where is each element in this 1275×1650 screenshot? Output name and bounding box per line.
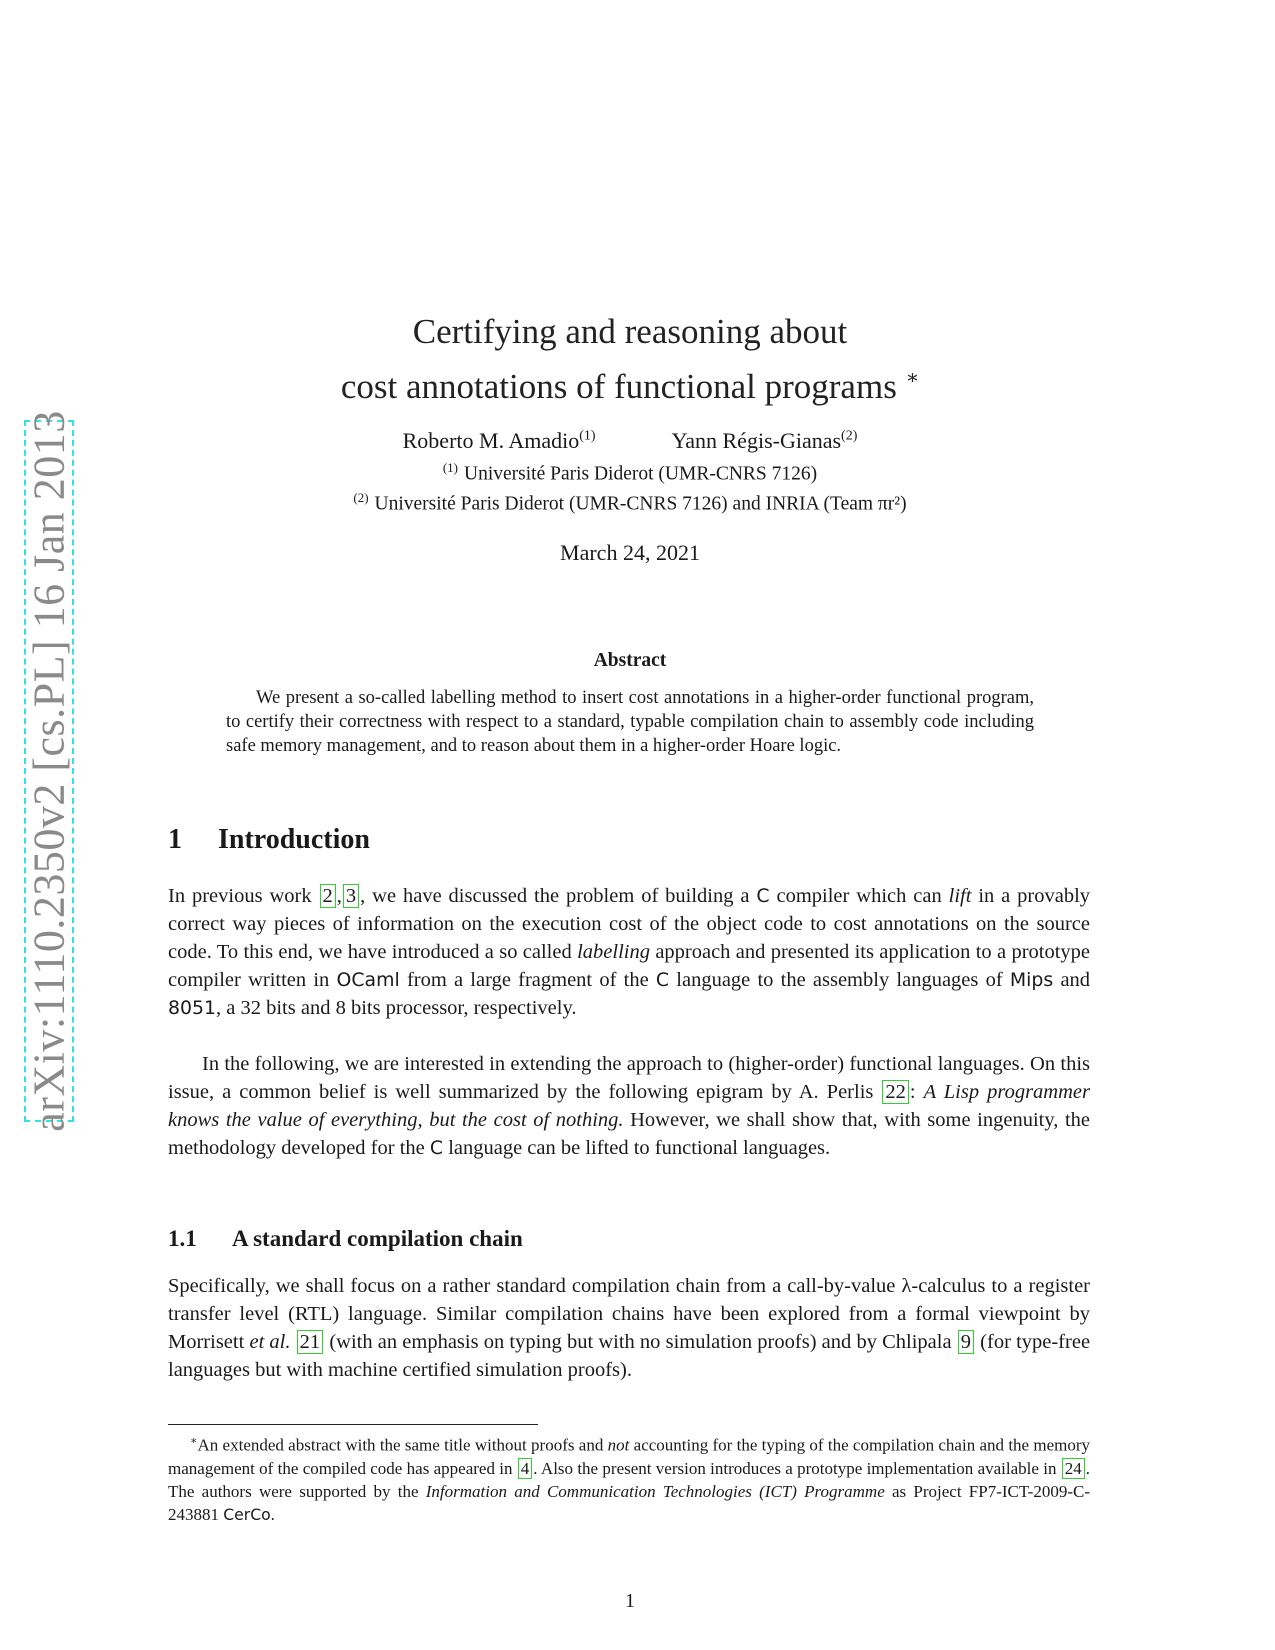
text-run: . Also the present version introduces a prototype implementation available in [533, 1458, 1057, 1478]
section-title: Introduction [218, 824, 370, 855]
title-footnote-mark[interactable]: ∗ [905, 367, 920, 389]
compilation-chain-paragraph [168, 1272, 1090, 1384]
author-amadio [403, 428, 596, 454]
author-name: Roberto M. Amadio [402, 428, 580, 453]
footnote [168, 1430, 1090, 1526]
language-name-c: C [756, 885, 770, 907]
subsection-heading-compilation-chain [168, 1226, 523, 1252]
citation-22[interactable]: 22 [882, 1080, 909, 1104]
language-name-c: C [655, 969, 670, 991]
emphasis-lift: lift [948, 885, 972, 907]
perlis-quote: A Lisp programmer knows the value of everything, but the cost of nothing. [168, 1081, 1090, 1131]
language-name-8051: 8051 [168, 997, 216, 1019]
author-affil-mark: (1) [579, 428, 596, 444]
affiliation-2 [170, 490, 1090, 516]
section-number: 1 [168, 824, 182, 855]
title-line-2-text: cost annotations of functional programs [340, 367, 897, 406]
text-run: in a provably correct way pieces of information on the execution cost of the object code to cost annotations on the source code. To this end, we have introduced a so called [168, 885, 1091, 963]
text-run: In the following, we are interested in extending the approach to (higher-order) functional languages. On this issue, a common belief is well summarized by the following epigram by A. Perlis [168, 1053, 1090, 1103]
text-run: In previous work [168, 885, 312, 907]
affiliation-text: Université Paris Diderot (UMR-CNRS 7126) [464, 463, 818, 485]
title-line-1: Certifying and reasoning about [412, 312, 848, 351]
emphasis-et-al: et al. [249, 1331, 291, 1353]
text-run: language to the assembly languages of [676, 969, 1003, 991]
affiliation-mark: (2) [353, 490, 369, 505]
text-run: (with an emphasis on typing but with no simulation proofs) and by Chlipala [329, 1331, 952, 1353]
arxiv-stamp [24, 410, 74, 1132]
author-regis-gianas [672, 428, 858, 454]
text-run: An extended abstract with the same title without proofs and [197, 1435, 604, 1455]
text-run: and [1060, 969, 1091, 991]
language-name-ocaml: OCaml [336, 969, 400, 991]
text-run: . [270, 1504, 275, 1524]
citation-9[interactable]: 9 [958, 1330, 974, 1354]
text-run: , we have discussed the problem of building a [360, 885, 750, 907]
text-run: from a large fragment of the [406, 969, 649, 991]
text-run: (for type-free languages but with machine certified simulation proofs). [168, 1331, 1091, 1381]
footnote-rule [168, 1424, 538, 1425]
language-name-c: C [429, 1137, 444, 1159]
citation-3[interactable]: 3 [343, 884, 359, 908]
text-run: Specifically, we shall focus on a rather standard compilation chain from a call-by-value λ-calculus to a register transfer level (RTL) language. Similar compilation chains have been explored from a formal viewpoint by Morrisett [168, 1275, 1090, 1353]
citation-21[interactable]: 21 [297, 1330, 324, 1354]
author-name: Yann Régis-Gianas [671, 428, 842, 453]
paper-date: March 24, 2021 [560, 540, 700, 565]
section-heading-introduction [168, 824, 370, 856]
affiliation-1 [170, 460, 1090, 486]
text-run: as Project FP7-ICT-2009-C-243881 [168, 1481, 1091, 1524]
citation-4[interactable]: 4 [518, 1458, 533, 1479]
subsection-title: A standard compilation chain [232, 1226, 523, 1251]
title-line-2 [170, 355, 1090, 410]
emphasis-not: not [607, 1435, 630, 1455]
page-number: 1 [625, 1590, 635, 1612]
text-run: . The authors were supported by the [168, 1458, 1091, 1501]
affiliation-text: Université Paris Diderot (UMR-CNRS 7126) and INRIA (Team πr²) [374, 493, 907, 515]
citation-2[interactable]: 2 [320, 884, 336, 908]
text-run: approach and presented its application to a prototype compiler written in [168, 941, 1091, 991]
footnote-mark: ∗ [190, 1435, 198, 1447]
project-name-cerco: CerCo [223, 1504, 271, 1524]
paper-title [170, 308, 1090, 410]
text-run: language can be lifted to functional languages. [448, 1137, 831, 1159]
text-run: compiler which can [776, 885, 942, 907]
language-name-mips: Mips [1009, 969, 1054, 991]
abstract-text: We present a so-called labelling method to insert cost annotations in a higher-order functional program, to certify their correctness with respect to a standard, typable compilation chain to assembly code including safe memory management, and to reason about them in a higher-order Hoare logic. [226, 688, 1034, 756]
emphasis-labelling: labelling [577, 941, 650, 963]
text-run: : [909, 1081, 916, 1103]
author-affil-mark: (2) [841, 428, 858, 444]
emphasis-ict-programme: Information and Communication Technologies (ICT) Programme [425, 1481, 885, 1501]
intro-paragraph-1 [168, 882, 1090, 1022]
text-run: However, we shall show that, with some ingenuity, the methodology developed for the [168, 1109, 1091, 1159]
affiliation-mark: (1) [442, 460, 458, 475]
arxiv-identifier[interactable]: arXiv:1110.2350v2 [cs.PL] 16 Jan 2013 [24, 410, 74, 1132]
text-run: , a 32 bits and 8 bits processor, respectively. [216, 997, 577, 1019]
abstract-heading: Abstract [593, 650, 667, 671]
citation-link[interactable]: 2 , 3 [319, 885, 361, 907]
author-list [170, 428, 1090, 454]
subsection-number: 1.1 [168, 1226, 197, 1251]
text-run: accounting for the typing of the compilation chain and the memory management of the compiled code has appeared in [168, 1435, 1091, 1478]
intro-paragraph-2 [168, 1050, 1090, 1162]
citation-24[interactable]: 24 [1062, 1458, 1085, 1479]
